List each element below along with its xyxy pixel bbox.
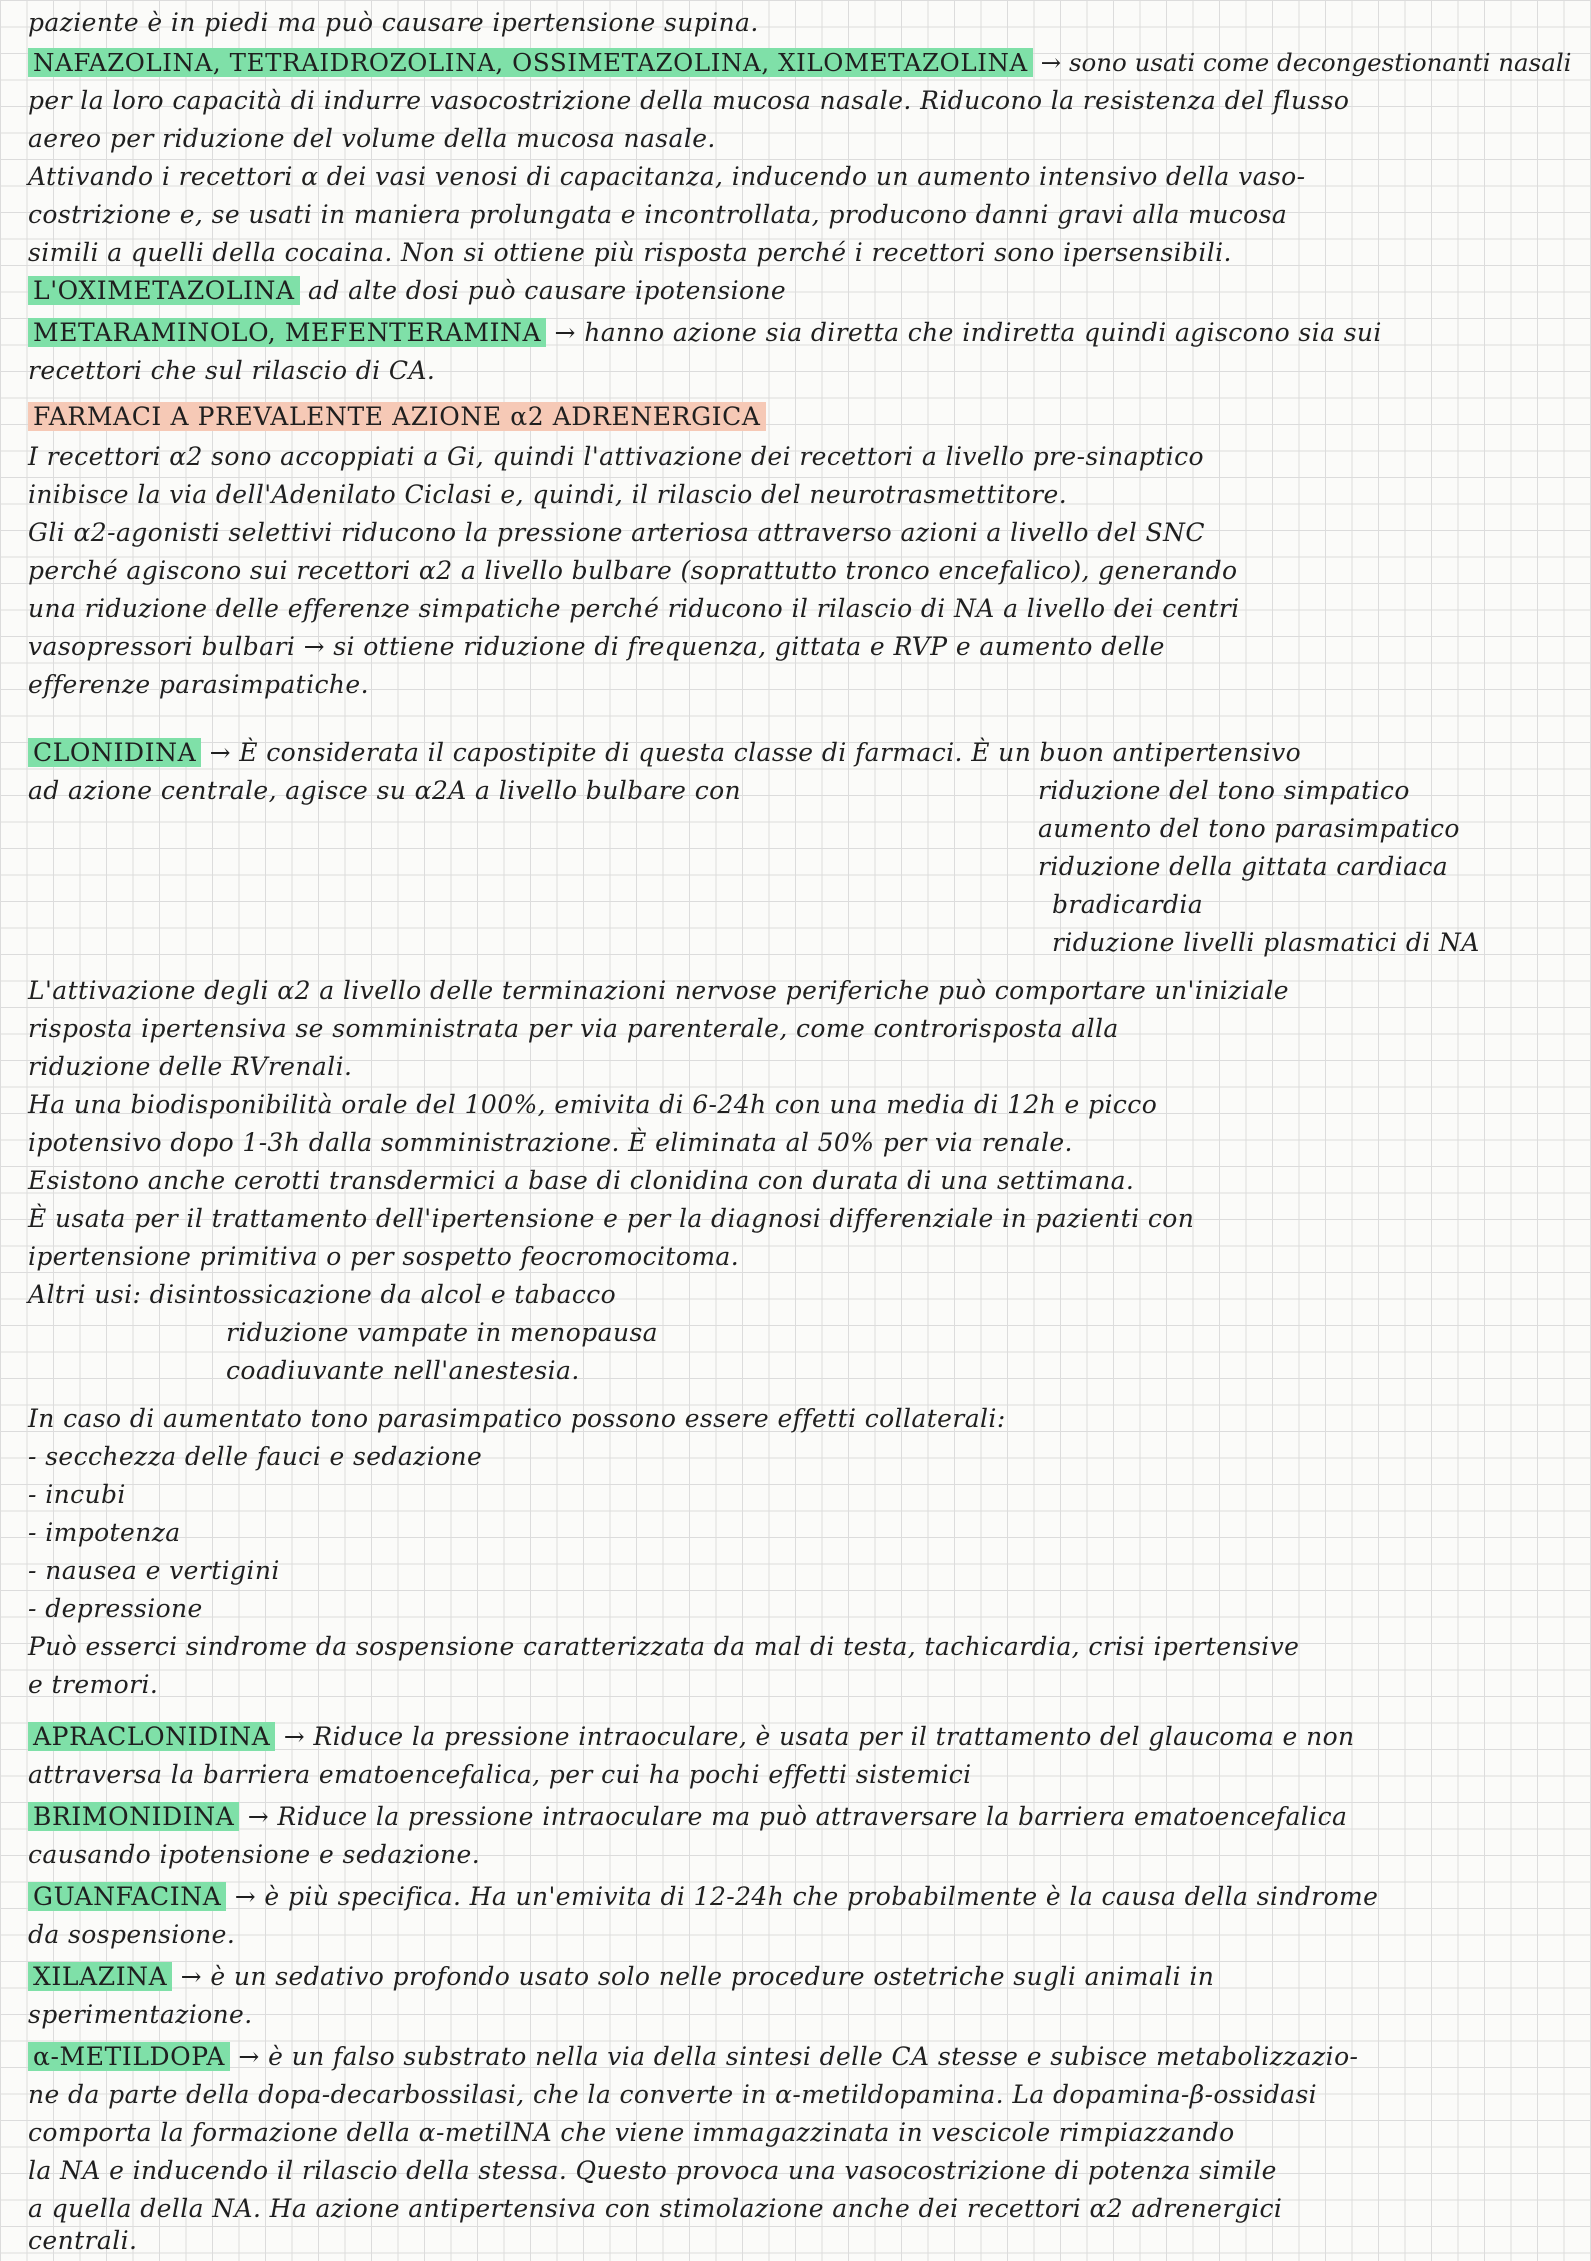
text-line: una riduzione delle efferenze simpatiche perché riducono il rilascio di NA a livello dei centri: [28, 594, 1240, 623]
text-line: inibisce la via dell'Adenilato Ciclasi e, quindi, il rilascio del neurotrasmettitore.: [28, 480, 1068, 509]
drug-heading-highlight: XILAZINA: [28, 1962, 172, 1991]
text-line: causando ipotensione e sedazione.: [28, 1840, 481, 1869]
drug-heading-highlight: CLONIDINA: [28, 738, 201, 767]
text-line: [28, 272, 786, 310]
text-line: riduzione delle RVrenali.: [28, 1052, 353, 1081]
text-line: [28, 44, 1572, 82]
text-line: risposta ipertensiva se somministrata per via parenterale, come controrisposta alla: [28, 1014, 1119, 1043]
text-line: per la loro capacità di indurre vasocostrizione della mucosa nasale. Riducono la resistenza del flusso: [28, 86, 1350, 115]
text-line: In caso di aumentato tono parasimpatico possono essere effetti collaterali:: [28, 1404, 1006, 1433]
effect-list-item: riduzione livelli plasmatici di NA: [1052, 928, 1480, 957]
side-effect-item: - depressione: [28, 1594, 203, 1623]
text-line: coadiuvante nell'anestesia.: [226, 1356, 580, 1385]
text-line: [28, 1878, 1378, 1916]
text-line: Altri usi: disintossicazione da alcol e tabacco: [28, 1280, 617, 1309]
text-line: [28, 1958, 1214, 1996]
text-line: la NA e inducendo il rilascio della stessa. Questo provoca una vasocostrizione di potenza simile: [28, 2156, 1277, 2185]
text-line: ipertensione primitiva o per sospetto feocromocitoma.: [28, 1242, 740, 1271]
text-line: L'attivazione degli α2 a livello delle terminazioni nervose periferiche può comportare un'iniziale: [28, 976, 1289, 1005]
effect-list-item: riduzione della gittata cardiaca: [1038, 852, 1449, 881]
text-line: recettori che sul rilascio di CA.: [28, 356, 436, 385]
text-span: → è un sedativo profondo usato solo nelle procedure ostetriche sugli animali in: [172, 1962, 1215, 1991]
text-line: centrali.: [28, 2226, 138, 2255]
text-line: [28, 1798, 1347, 1836]
text-line: a quella della NA. Ha azione antipertensiva con stimolazione anche dei recettori α2 adrenergici: [28, 2194, 1283, 2223]
text-line: perché agiscono sui recettori α2 a livello bulbare (soprattutto tronco encefalico), generando: [28, 556, 1238, 585]
text-line: simili a quelli della cocaina. Non si ottiene più risposta perché i recettori sono ipersensibili.: [28, 238, 1232, 267]
section-heading-highlight: FARMACI A PREVALENTE AZIONE α2 ADRENERGICA: [28, 402, 766, 431]
text-line: sperimentazione.: [28, 2000, 253, 2029]
text-span: ad alte dosi può causare ipotensione: [299, 276, 787, 305]
text-line: Esistono anche cerotti transdermici a base di clonidina con durata di una settimana.: [28, 1166, 1135, 1195]
text-line: costrizione e, se usati in maniera prolungata e incontrollata, producono danni gravi alla mucosa: [28, 200, 1288, 229]
text-line: ipotensivo dopo 1-3h dalla somministrazione. È eliminata al 50% per via renale.: [28, 1128, 1073, 1157]
text-line: [28, 1718, 1355, 1756]
text-line: ne da parte della dopa-decarbossilasi, che la converte in α-metildopamina. La dopamina-β-ossidasi: [28, 2080, 1318, 2109]
drug-heading-highlight: α-METILDOPA: [28, 2042, 230, 2071]
text-line: efferenze parasimpatiche.: [28, 670, 369, 699]
text-line: [28, 2038, 1358, 2076]
side-effect-item: - incubi: [28, 1480, 126, 1509]
text-line: vasopressori bulbari → si ottiene riduzione di frequenza, gittata e RVP e aumento delle: [28, 632, 1165, 661]
text-line: aereo per riduzione del volume della mucosa nasale.: [28, 124, 716, 153]
drug-heading-highlight: BRIMONIDINA: [28, 1802, 239, 1831]
text-line: e tremori.: [28, 1670, 159, 1699]
drug-heading-highlight: METARAMINOLO, MEFENTERAMINA: [28, 318, 546, 347]
drug-heading-highlight: GUANFACINA: [28, 1882, 226, 1911]
text-line: Ha una biodisponibilità orale del 100%, emivita di 6-24h con una media di 12h e picco: [28, 1090, 1158, 1119]
text-line: [28, 734, 1301, 772]
text-line: [28, 314, 1382, 352]
text-span: → Riduce la pressione intraoculare ma può attraversare la barriera ematoencefalica: [239, 1802, 1348, 1831]
effect-list-item: bradicardia: [1052, 890, 1204, 919]
text-span: → è più specifica. Ha un'emivita di 12-24h che probabilmente è la causa della sindrome: [226, 1882, 1379, 1911]
text-span: → è un falso substrato nella via della sintesi delle CA stesse e subisce metabolizzazio-: [230, 2042, 1359, 2071]
text-span: → È considerata il capostipite di questa classe di farmaci. È un buon antipertensivo: [201, 738, 1302, 767]
text-line: ad azione centrale, agisce su α2A a livello bulbare con: [28, 776, 742, 805]
text-line: da sospensione.: [28, 1920, 236, 1949]
side-effect-item: - nausea e vertigini: [28, 1556, 280, 1585]
effect-list-item: aumento del tono parasimpatico: [1038, 814, 1460, 843]
text-line: [28, 398, 766, 436]
drug-heading-highlight: APRACLONIDINA: [28, 1722, 275, 1751]
effect-list-item: riduzione del tono simpatico: [1038, 776, 1410, 805]
text-line: Attivando i recettori α dei vasi venosi di capacitanza, inducendo un aumento intensivo della vaso-: [28, 162, 1306, 191]
side-effect-item: - secchezza delle fauci e sedazione: [28, 1442, 483, 1471]
text-line: paziente è in piedi ma può causare ipertensione supina.: [28, 8, 759, 37]
text-line: Può esserci sindrome da sospensione caratterizzata da mal di testa, tachicardia, crisi ipertensive: [28, 1632, 1300, 1661]
text-line: attraversa la barriera ematoencefalica, per cui ha pochi effetti sistemici: [28, 1760, 972, 1789]
text-span: → Riduce la pressione intraoculare, è usata per il trattamento del glaucoma e non: [275, 1722, 1355, 1751]
text-span: → sono usati come decongestionanti nasali: [1032, 48, 1572, 77]
drug-heading-highlight: NAFAZOLINA, TETRAIDROZOLINA, OSSIMETAZOLINA, XILOMETAZOLINA: [28, 48, 1033, 77]
drug-heading-highlight: L'OXIMETAZOLINA: [28, 276, 300, 305]
text-line: Gli α2-agonisti selettivi riducono la pressione arteriosa attraverso azioni a livello del SNC: [28, 518, 1205, 547]
text-line: riduzione vampate in menopausa: [226, 1318, 658, 1347]
text-line: comporta la formazione della α-metilNA che viene immagazzinata in vescicole rimpiazzando: [28, 2118, 1235, 2147]
text-span: → hanno azione sia diretta che indiretta quindi agiscono sia sui: [546, 318, 1382, 347]
text-line: È usata per il trattamento dell'ipertensione e per la diagnosi differenziale in pazienti con: [28, 1204, 1195, 1233]
text-line: I recettori α2 sono accoppiati a Gi, quindi l'attivazione dei recettori a livello pre-sinaptico: [28, 442, 1204, 471]
side-effect-item: - impotenza: [28, 1518, 181, 1547]
